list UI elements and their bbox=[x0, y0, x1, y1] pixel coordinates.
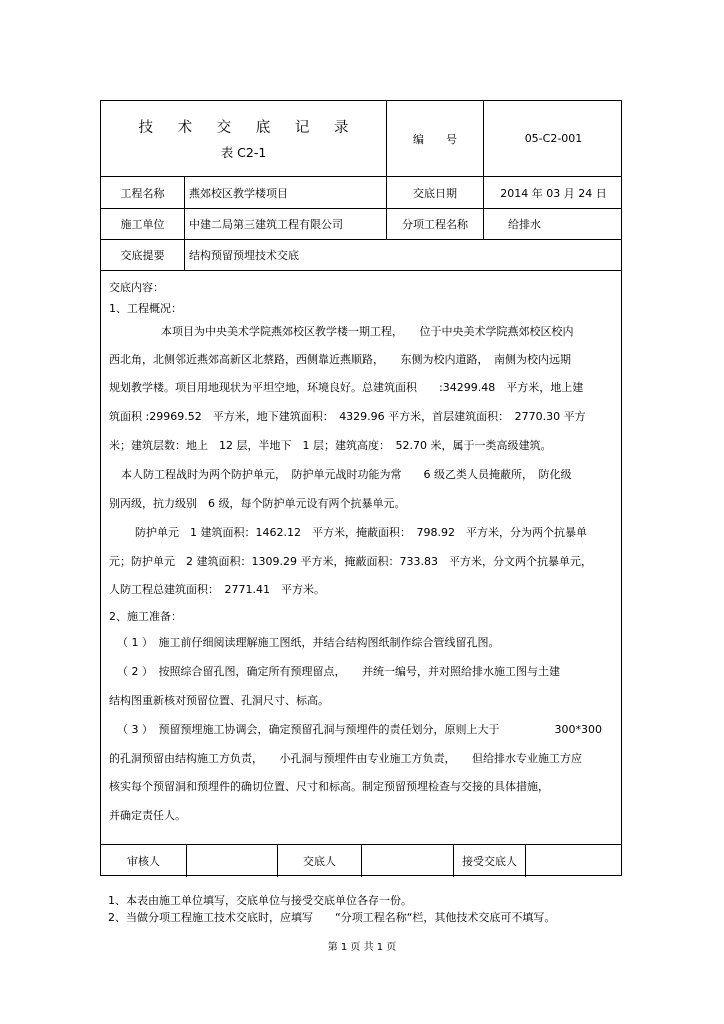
content-line: 规划教学楼。项目用地现状为平坦空地，环境良好。总建筑面积 :34299.48 平方米，地上建 bbox=[109, 381, 584, 394]
content-line: （ 3 ） 预留预埋施工协调会，确定预留孔洞与预埋件的责任划分，原则上大于 300*300 bbox=[117, 723, 602, 736]
content-line: 本项目为中央美术学院燕郊校区教学楼一期工程， 位于中央美术学院燕郊校区校内 bbox=[161, 325, 574, 338]
form-subtitle: 表 C2-1 bbox=[220, 145, 267, 160]
content-line: 结构图重新核对预留位置、孔洞尺寸、标高。 bbox=[109, 694, 329, 707]
content-line: 并确定责任人。 bbox=[109, 809, 186, 822]
date-label: 交底日期 bbox=[387, 177, 484, 208]
signature-row bbox=[101, 845, 621, 877]
content-line: 2、施工准备： bbox=[109, 610, 182, 623]
subproject-label: 分项工程名称 bbox=[387, 209, 484, 239]
content-line: 的孔洞预留由结构施工方负责， 小孔洞与预埋件由专业施工方负责， 但给排水专业施工方应 bbox=[109, 752, 582, 765]
discloser-label: 交底人 bbox=[278, 845, 362, 877]
content-line: 防护单元 1 建筑面积：1462.12 平方米，掩蔽面积： 798.92 平方米，分为两个抗暴单 bbox=[135, 526, 587, 539]
receiver-signature bbox=[526, 845, 623, 877]
content-line: （ 1 ） 施工前仔细阅读理解施工图纸，并结合结构图纸制作综合管线留孔图。 bbox=[117, 636, 500, 649]
content-line: 西北角，北侧邻近燕郊高新区北蔡路，西侧靠近燕顺路， 东侧为校内道路， 南侧为校内远期 bbox=[109, 353, 571, 366]
content-line: 人防工程总建筑面积： 2771.41 平方米。 bbox=[109, 583, 325, 596]
discloser-signature bbox=[362, 845, 454, 877]
content-line: 米；建筑层数：地上 12 层，半地下 1 层；建筑高度： 52.70 米，属于一类高级建筑。 bbox=[109, 439, 552, 452]
note-2: 2、当做分项工程施工技术交底时，应填写 “分项工程名称“栏，其他技术交底可不填写。 bbox=[108, 911, 556, 924]
number-value: 05-C2-001 bbox=[524, 132, 583, 145]
content-line: 1、工程概况： bbox=[109, 302, 182, 315]
content-section bbox=[101, 271, 621, 845]
page-footer: 第 1 页 共 1 页 bbox=[327, 942, 397, 953]
summary-label: 交底提要 bbox=[101, 240, 185, 270]
receiver-label: 接受交底人 bbox=[454, 845, 526, 877]
content-line: 别丙级，抗力级别 6 级，每个防护单元设有两个抗暴单元。 bbox=[109, 497, 406, 510]
disclosure-form bbox=[100, 100, 622, 876]
content-line: 交底内容： bbox=[109, 281, 164, 294]
summary-row bbox=[101, 240, 621, 271]
content-line: 本人防工程战时为两个防护单元， 防护单元战时功能为常 6 级乙类人员掩蔽所， 防化级 bbox=[121, 468, 572, 481]
date-value: 2014 年 03 月 24 日 bbox=[500, 186, 607, 200]
subproject-value: 给排水 bbox=[508, 218, 541, 231]
content-line: 元；防护单元 2 建筑面积：1309.29 平方米，掩蔽面积：733.83 平方米，分文两个抗暴单元， bbox=[109, 555, 592, 568]
unit-label: 施工单位 bbox=[101, 209, 185, 239]
note-1: 1、本表由施工单位填写，交底单位与接受交底单位各存一份。 bbox=[108, 894, 412, 907]
unit-row bbox=[101, 209, 621, 240]
title-cell bbox=[101, 101, 387, 176]
unit-value: 中建二局第三建筑工程有限公司 bbox=[185, 209, 387, 239]
reviewer-signature bbox=[187, 845, 278, 877]
project-name-value: 燕郊校区教学楼项目 bbox=[185, 177, 387, 208]
content-line: 筑面积 :29969.52 平方米，地下建筑面积： 4329.96 平方米，首层建筑面积： 2770.30 平方 bbox=[109, 410, 586, 423]
project-row bbox=[101, 177, 621, 209]
form-title: 技 术 交 底 记 录 bbox=[138, 120, 359, 136]
number-label: 编 号 bbox=[387, 101, 484, 176]
reviewer-label: 审核人 bbox=[101, 845, 187, 877]
content-line: （ 2 ） 按照综合留孔图，确定所有预理留点， 并统一编号，并对照给排水施工图与土建 bbox=[117, 665, 560, 678]
summary-value: 结构预留预埋技术交底 bbox=[189, 249, 299, 262]
content-line: 核实每个预留洞和预埋件的确切位置、尺寸和标高。制定预留预埋检查与交接的具体措施， bbox=[109, 780, 549, 793]
title-row bbox=[101, 101, 621, 177]
project-name-label: 工程名称 bbox=[101, 177, 185, 208]
